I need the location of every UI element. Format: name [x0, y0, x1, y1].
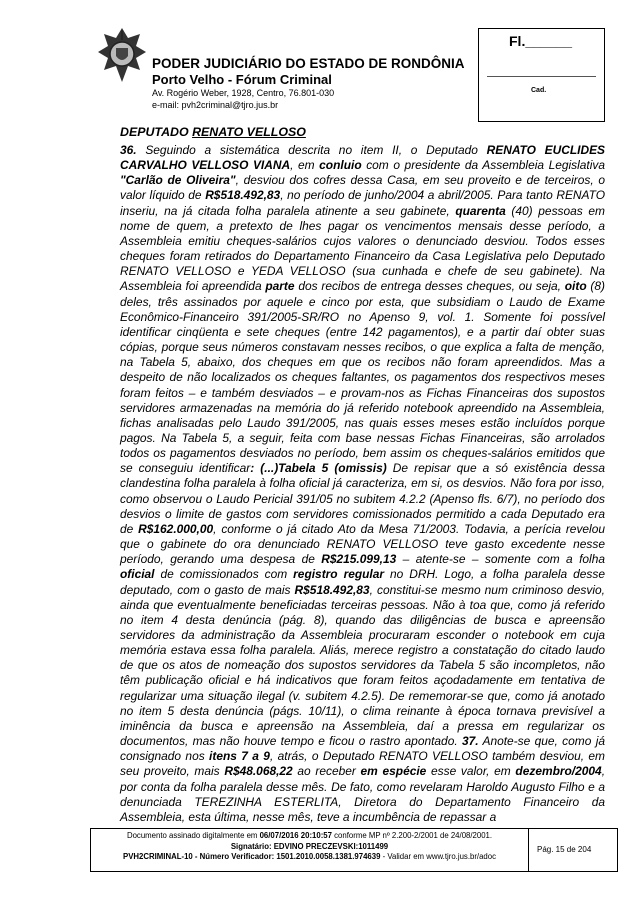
- bold-run: dezembro/2004: [515, 764, 602, 779]
- bold-run: : (...)Tabela 5 (omissis): [250, 461, 387, 476]
- stamp-signature-line: [487, 76, 596, 77]
- signed-datetime: 06/07/2016 20:10:57: [259, 831, 332, 840]
- text-run: Anote-se que, como já consignado nos: [120, 734, 605, 764]
- signed-text: Documento assinado digitalmente em: [126, 831, 260, 840]
- court-name: PODER JUDICIÁRIO DO ESTADO DE RONDÔNIA: [152, 56, 465, 71]
- folio-label: Fl.______: [509, 33, 573, 49]
- text-run: de comissionados com: [154, 567, 294, 582]
- page-stamp-box: [478, 28, 605, 122]
- text-run: , atrás, o Deputado RENATO VELLOSO também desviou, em seu proveito, mais: [120, 749, 605, 779]
- verifier-number: PVH2CRIMINAL-10 - Número Verificador: 1501.2010.0058.1381.974639: [123, 852, 381, 862]
- bold-run: "Carlão de Oliveira": [120, 173, 236, 188]
- forum-name: Porto Velho - Fórum Criminal: [152, 72, 332, 87]
- validation-link[interactable]: - Validar em www.tjro.jus.br/adoc: [380, 852, 496, 862]
- section-title-prefix: DEPUTADO: [120, 125, 193, 139]
- signatory-line: [91, 842, 528, 853]
- text-run: De repisar que a só existência dessa clandestina folha paralela à folha oficial já caracteriza, em si, os desvios. Não fora por isso, como observou o Laudo Pericial 391/05 no subitem 4.2.2 (Apenso fls. 6/7), no período dos desvios o limite de gastos com servidores comissionados permitido a cada Deputado era de: [120, 461, 605, 536]
- bold-run: R$162.000,00: [138, 521, 214, 536]
- text-run: (8) deles, três assinados por aquele e cinco por esta, que subsidiam o Laudo de Exame Econômico-Financeiro 391/2005-SR/RO no Apenso 9, vol. 1. Somente foi possível identificar cinqüenta e sete cheques (entre 142 pagamentos), e a partir daí obter suas cópias, porque seus números constavam nesses recibos, o que explica a falta de menção, na Tabela 5, abaixo, dos cheques em que os recibos não foram apreendidos. Mas a despeito de não localizados os cheques faltantes, os pagamentos dos respectivos meses foram feitos – e também desviados – e provam-nos as Fichas Financeiras dos supostos servidores armazenadas na memória do já referido notebook apreendido na Assembleia, fichas analisadas pelo Laudo 391/2005, nas quais esses meses estão incluídos porque pagos. Na Tabela 5, a seguir, feita com base nessas Fichas Financeiras, são arrolados todos os pagamentos desviados no período, bem assim os cheques-salários emitidos que se conseguiu identificar: [120, 279, 605, 476]
- signed-mp-text: conforme MP nº 2.200-2/2001 de 24/08/2001.: [331, 831, 493, 840]
- signatory: Signatário: EDVINO PRECZEVSKI:1011499: [230, 841, 389, 851]
- bold-run: R$518.492,83: [205, 188, 281, 203]
- bold-run: R$48.068,22: [224, 764, 293, 779]
- text-run: , conforme o já citado Ato da Mesa 71/2003. Todavia, a perícia revelou que o gabinete do ora denunciado RENATO VELLOSO teve gasto excedente nesse período, gerando uma despesa de: [120, 521, 605, 567]
- bold-run: oito: [564, 279, 587, 294]
- text-run: (40) pessoas em nome de quem, a pretexto de lhes pagar os vencimentos mensais desse período, a Assembleia emitiu cheques-salários cujos valores o denunciado desviou. Todos esses cheques foram retirados do Departamento Financeiro da Casa Legislativa pelo Deputado RENATO VELLOSO e YEDA VELLOSO (sua cunhada e chefe de seu gabinete). Na Assembleia foi apreendida: [120, 203, 605, 294]
- coat-of-arms-icon: [96, 26, 148, 84]
- bold-run: R$518.492,83: [294, 582, 370, 597]
- bold-run: itens 7 a 9: [209, 749, 270, 764]
- bold-run: conluio: [319, 158, 362, 173]
- bold-run: em espécie: [360, 764, 427, 779]
- bold-run: oficial: [120, 567, 155, 582]
- bold-run: R$215.099,13: [321, 552, 397, 567]
- text-run: dos recibos de entrega desses cheques, ou seja,: [294, 279, 565, 294]
- text-run: no DRH. Logo, a folha paralela desse deputado, com o gasto de mais: [120, 567, 605, 597]
- court-address: Av. Rogério Weber, 1928, Centro, 76.801-030: [152, 88, 335, 98]
- signature-footer: [90, 828, 618, 872]
- text-run: , no período de junho/2004 a abril/2005. Para tanto RENATO inseriu, na já citada folha paralela atinente a seu gabinete,: [120, 188, 605, 218]
- text-run: com o presidente da Assembleia Legislativa: [361, 158, 605, 173]
- bold-run: parte: [265, 279, 295, 294]
- text-run: – atente-se – somente com a folha: [396, 552, 605, 567]
- text-run: , por conta da folha paralela desse mês. De fato, como revelaram Haroldo Augusto Filho e a denunciada TEREZINHA ESTERLITA, Diretora do Departamento Financeiro da Assembleia, esta última, nesse mês, teve a incumbência de repassar a: [120, 764, 606, 824]
- cad-label: Cad.: [531, 87, 547, 94]
- bold-run: registro regular: [293, 567, 385, 582]
- text-run: , em: [290, 158, 320, 173]
- body-paragraph: [120, 143, 605, 825]
- text-run: ao receber: [292, 764, 361, 779]
- text-run: , desviou dos cofres dessa Casa, em seu proveito e de terceiros, o valor líquido de: [120, 173, 605, 203]
- text-run: esse valor, em: [426, 764, 516, 779]
- court-email: e-mail: pvh2criminal@tjro.jus.br: [152, 100, 279, 110]
- text-run: , constitui-se mesmo num criminoso desvio, ainda que eventualmente beneficiadas terceiras pessoas. Não à toa que, como já referido no item 4 desta denúncia (pág. 8), quando das diligências de busca e apreensão servidores da administração da Assembleia procuraram esconder o notebook em cuja memória estava essa folha paralela. Aliás, merece registro a constatação do citado laudo de que os atos de nomeação dos supostos servidores da Tabela 5 são incompletos, não têm publicação oficial e há indicativos que foram feitos açodadamente em tentativa de regularizar uma situação ilegal (v. subitem 4.2.5). De rememorar-se que, como já anotado no item 5 desta denúncia (págs. 10/11), o clima reinante à época tornava previsível a iminência da busca e apreensão na Assembleia, daí a pressa em regularizar os documentos, mas não houve tempo e ficou o rastro apontado.: [120, 582, 605, 749]
- paragraph-number: 37.: [461, 734, 479, 749]
- verifier-line: [91, 852, 528, 863]
- signature-date-line: [91, 831, 528, 842]
- text-run: Seguindo a sistemática descrita no item II, o Deputado: [136, 143, 487, 157]
- section-title: [120, 125, 306, 139]
- page-number: Pág. 15 de 204: [537, 845, 592, 854]
- section-title-name: RENATO VELLOSO: [192, 125, 306, 139]
- bold-run: RENATO EUCLIDES CARVALHO VELLOSO VIANA: [120, 143, 605, 173]
- signature-info: [91, 829, 529, 871]
- paragraph-number: 36.: [120, 143, 137, 157]
- bold-run: quarenta: [455, 203, 506, 218]
